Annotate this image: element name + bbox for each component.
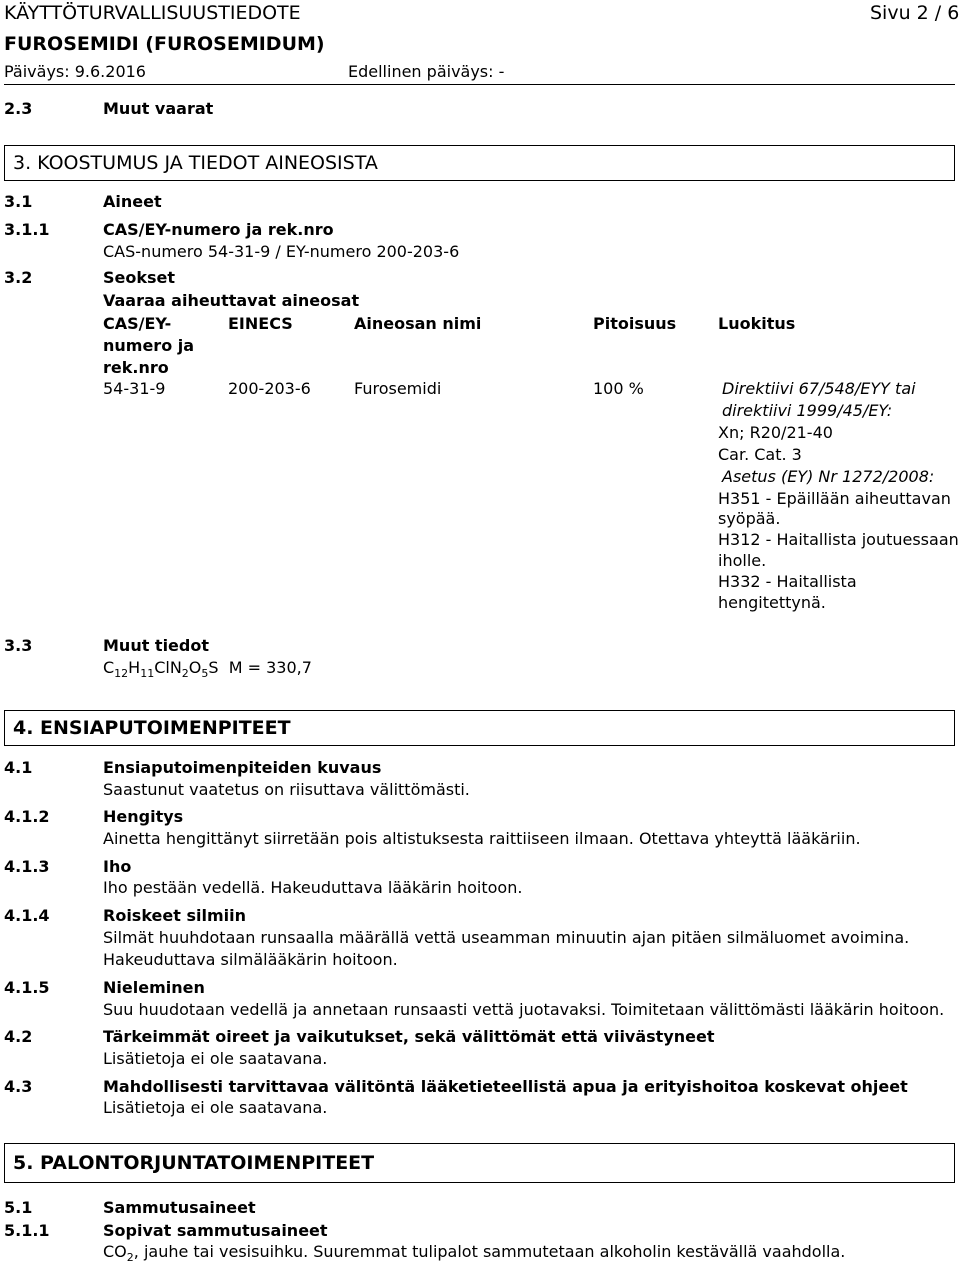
section-number: 4.2 <box>4 1027 33 1046</box>
section-number: 5.1 <box>4 1198 33 1217</box>
classification-line: H332 - Haitallista <box>718 572 857 591</box>
product-name: FUROSEMIDI (FUROSEMIDUM) <box>4 33 325 55</box>
classification-line: syöpää. <box>718 509 781 528</box>
section-number: 4.3 <box>4 1077 33 1096</box>
section-title: Tärkeimmät oireet ja vaikutukset, sekä välittömät että viivästyneet <box>103 1027 715 1046</box>
classification-line: direktiivi 1999/45/EY: <box>722 401 893 420</box>
th-cas-2: numero ja <box>103 336 195 355</box>
th-cas-3: rek.nro <box>103 358 169 377</box>
section-text: Iho pestään vedellä. Hakeuduttava lääkärin hoitoon. <box>103 878 523 897</box>
section-number: 2.3 <box>4 99 33 118</box>
date: Päiväys: 9.6.2016 <box>4 62 146 81</box>
section-number: 3.3 <box>4 636 33 655</box>
section-number: 3.1.1 <box>4 220 50 239</box>
th-cas-1: CAS/EY- <box>103 314 172 333</box>
section-title: Nieleminen <box>103 978 205 997</box>
th-concentration: Pitoisuus <box>593 314 677 333</box>
th-einecs: EINECS <box>228 314 293 333</box>
th-classification: Luokitus <box>718 314 796 333</box>
section-5-header <box>4 1143 955 1183</box>
table-subtitle: Vaaraa aiheuttavat aineosat <box>103 291 360 310</box>
section-text: Saastunut vaatetus on riisuttava välittömästi. <box>103 780 470 799</box>
td-concentration: 100 % <box>593 379 644 398</box>
section-title: Mahdollisesti tarvittavaa välitöntä lääketieteellistä apua ja erityishoitoa koskevat ohjeet <box>103 1077 908 1096</box>
section-3-title: 3. KOOSTUMUS JA TIEDOT AINEOSISTA <box>13 152 378 174</box>
section-title: Ensiaputoimenpiteiden kuvaus <box>103 758 382 777</box>
section-number: 4.1 <box>4 758 33 777</box>
section-title: Hengitys <box>103 807 184 826</box>
doc-type: KÄYTTÖTURVALLISUUSTIEDOTE <box>4 2 301 24</box>
classification-line: H312 - Haitallista joutuessaan <box>718 530 959 549</box>
section-title: Aineet <box>103 192 162 211</box>
section-title: Sopivat sammutusaineet <box>103 1221 328 1240</box>
section-number: 4.1.2 <box>4 807 50 826</box>
classification-line: iholle. <box>718 551 767 570</box>
section-text: Suu huudotaan vedellä ja annetaan runsaasti vettä juotavaksi. Toimitetaan välittömästi lääkärin hoitoon. <box>103 1000 945 1019</box>
classification-line: Car. Cat. 3 <box>718 445 802 464</box>
section-text: Lisätietoja ei ole saatavana. <box>103 1098 328 1117</box>
section-text: $CO_2$, jauhe tai vesisuihku. Suuremmat tulipalot sammutetaan alkoholin kestävällä vaahdolla. <box>103 1242 846 1264</box>
header-divider <box>4 84 955 85</box>
section-title: Iho <box>103 857 132 876</box>
td-einecs: 200-203-6 <box>228 379 311 398</box>
section-text: Ainetta hengittänyt siirretään pois altistuksesta raittiiseen ilmaan. Otettava yhteyttä lääkäriin. <box>103 829 861 848</box>
classification-line: Asetus (EY) Nr 1272/2008: <box>722 467 935 486</box>
section-3-header <box>4 145 955 181</box>
section-title: Sammutusaineet <box>103 1198 256 1217</box>
molecular-formula: $C_{12}H_{11}ClN_2O_5S$ M = 330,7 <box>103 658 312 680</box>
td-name: Furosemidi <box>354 379 442 398</box>
section-number: 3.1 <box>4 192 33 211</box>
section-5-title: 5. PALONTORJUNTATOIMENPITEET <box>13 1152 375 1174</box>
section-number: 4.1.3 <box>4 857 50 876</box>
section-4-header <box>4 710 955 746</box>
section-text: Silmät huuhdotaan runsaalla määrällä vettä useamman minuutin ajan pitäen silmäluomet avoimina. <box>103 928 910 947</box>
classification-line: Direktiivi 67/548/EYY tai <box>722 379 916 398</box>
section-text: Hakeuduttava silmälääkärin hoitoon. <box>103 950 398 969</box>
section-number: 5.1.1 <box>4 1221 50 1240</box>
previous-date: Edellinen päiväys: - <box>348 62 505 81</box>
classification-line: hengitettynä. <box>718 593 826 612</box>
section-title: Roiskeet silmiin <box>103 906 246 925</box>
section-4-title: 4. ENSIAPUTOIMENPITEET <box>13 717 291 739</box>
section-title: Muut vaarat <box>103 99 214 118</box>
cas-text: CAS-numero 54-31-9 / EY-numero 200-203-6 <box>103 242 460 261</box>
section-title: CAS/EY-numero ja rek.nro <box>103 220 334 239</box>
td-cas: 54-31-9 <box>103 379 166 398</box>
section-number: 4.1.4 <box>4 906 50 925</box>
section-title: Muut tiedot <box>103 636 209 655</box>
section-title: Seokset <box>103 268 176 287</box>
section-text: Lisätietoja ei ole saatavana. <box>103 1049 328 1068</box>
page-number: Sivu 2 / 6 <box>870 2 960 24</box>
classification-line: Xn; R20/21-40 <box>718 423 833 442</box>
section-number: 3.2 <box>4 268 33 287</box>
th-name: Aineosan nimi <box>354 314 482 333</box>
classification-line: H351 - Epäillään aiheuttavan <box>718 489 951 508</box>
molar-mass: M = 330,7 <box>228 658 312 677</box>
section-number: 4.1.5 <box>4 978 50 997</box>
